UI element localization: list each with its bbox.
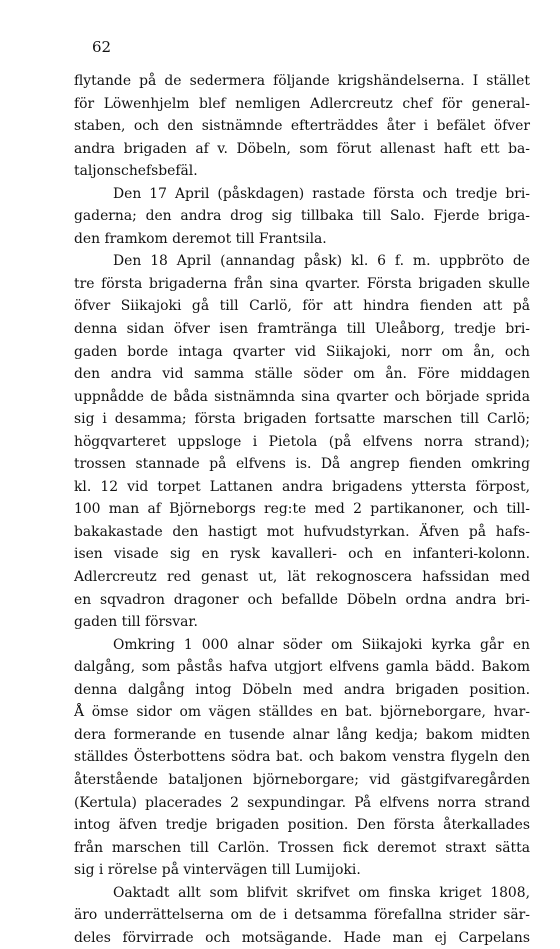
text-line: trossen stannade på elfvens is. Då angrep fienden omkring bbox=[74, 456, 530, 473]
text-line: andra brigaden af v. Döbeln, som förut allenast haft ett ba- bbox=[74, 140, 530, 157]
text-line: flytande på de sedermera följande krigshändelserna. I stället bbox=[74, 73, 530, 89]
text-line: gaderna; den andra drog sig tillbaka till Salo. Fjerde briga- bbox=[74, 208, 530, 225]
text-line: Å ömse sidor om vägen ställdes en bat. björneborgare, hvar- bbox=[74, 704, 530, 721]
text-line: kl. 12 vid torpet Lattanen andra brigadens yttersta förpost, bbox=[74, 478, 530, 495]
text-line: Adlercreutz red genast ut, lät rekognoscera hafssidan med bbox=[74, 569, 530, 586]
text-line: en sqvadron dragoner och befallde Döbeln ordna andra bri- bbox=[74, 591, 530, 608]
text-line: den framkom deremot till Frantsila. bbox=[74, 230, 327, 247]
text-line: för Löwenhjelm blef nemligen Adlercreutz chef för general- bbox=[74, 95, 530, 112]
text-line: intog äfven tredje brigaden position. Den första återkallades bbox=[74, 817, 530, 834]
text-line: isen visade sig en rysk kavalleri- och en infanteri-kolonn. bbox=[74, 546, 530, 563]
text-line: taljonschefsbefäl. bbox=[74, 163, 198, 180]
text-line: 100 man af Björneborgs reg:te med 2 partikanoner, och till- bbox=[74, 501, 530, 518]
text-line: gaden borde intaga qvarter vid Siikajoki, norr om ån, och bbox=[74, 343, 530, 360]
text-line: Omkring 1 000 alnar söder om Siikajoki kyrka går en bbox=[113, 636, 530, 653]
text-line: Oaktadt allt som blifvit skrifvet om finska kriget 1808, bbox=[113, 884, 530, 901]
text-line: denna sidan öfver isen framtränga till Uleåborg, tredje bri- bbox=[74, 321, 530, 338]
text-line: Den 18 April (annandag påsk) kl. 6 f. m. uppbröto de bbox=[113, 253, 530, 270]
text-line: dalgång, som påstås hafva utgjort elfvens gamla bädd. Bakom bbox=[74, 659, 530, 676]
text-line: denna dalgång intog Döbeln med andra brigaden position. bbox=[74, 681, 530, 698]
text-line: bakakastade den hastigt mot hufvudstyrkan. Äfven på hafs- bbox=[74, 523, 530, 540]
text-line: uppnådde de båda sistnämnda sina qvarter och började sprida bbox=[74, 388, 530, 405]
text-line: öfver Siikajoki gå till Carlö, för att hindra fienden att på bbox=[74, 298, 530, 315]
text-line: deles förvirrade och motsägande. Hade man ej Carpelans bbox=[74, 929, 530, 946]
body-text bbox=[74, 70, 530, 949]
text-line: sig i desamma; första brigaden fortsatte marschen till Carlö; bbox=[74, 411, 530, 428]
text-line: Den 17 April (påskdagen) rastade första och tredje bri- bbox=[113, 185, 530, 202]
text-line: från marschen till Carlön. Trossen fick deremot straxt sätta bbox=[74, 839, 530, 856]
text-line: gaden till försvar. bbox=[74, 614, 198, 631]
text-line: dera formerande en tusende alnar lång kedja; bakom midten bbox=[74, 726, 530, 743]
text-line: tre första brigaderna från sina qvarter. Första brigaden skulle bbox=[74, 275, 530, 292]
text-line: (Kertula) placerades 2 sexpundingar. På elfvens norra strand bbox=[74, 794, 530, 811]
page-number: 62 bbox=[92, 38, 112, 56]
text-line: äro underrättelserna om de i detsamma förefallna strider sär- bbox=[74, 907, 530, 924]
text-line: staben, och den sistnämnde efterträddes åter i befälet öfver bbox=[74, 118, 530, 135]
text-line: högqvarteret uppsloge i Pietola (på elfvens norra strand); bbox=[74, 433, 530, 450]
text-line: ställdes Österbottens södra bat. och bakom venstra flygeln den bbox=[74, 749, 530, 766]
text-line: återstående bataljonen björneborgare; vid gästgifvaregården bbox=[74, 771, 530, 788]
text-line: sig i rörelse på vintervägen till Lumijoki. bbox=[74, 862, 361, 879]
text-line: den andra vid samma ställe söder om ån. Före middagen bbox=[74, 366, 530, 383]
